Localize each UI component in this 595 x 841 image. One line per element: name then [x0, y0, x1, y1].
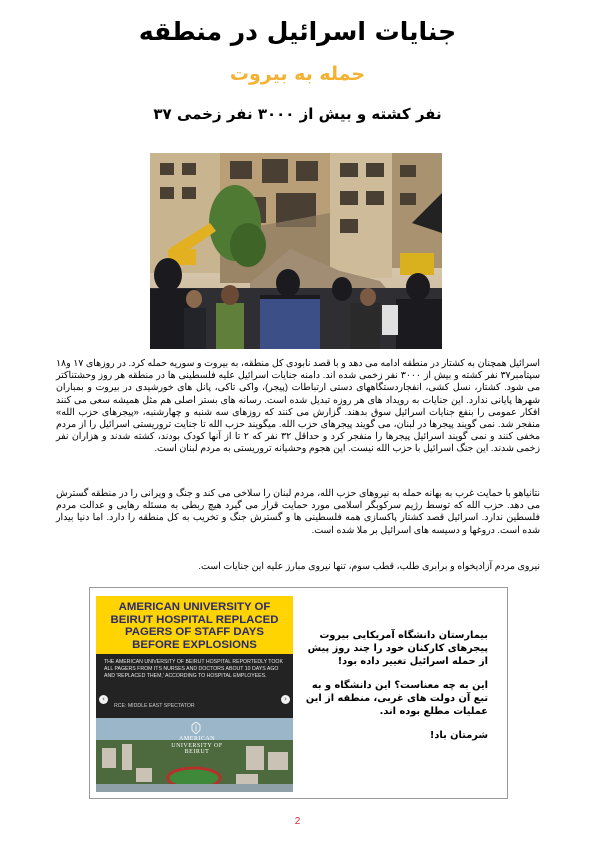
article-paragraph-2: نتانیاهو با حمایت غرب به بهانه حمله به نیروهای حزب الله، مردم لبنان را سلاخی می کند و جنگ و ویرانی را در منطقه گسترش می دهد. حزب الله که توسط رژیم سرکوبگر اسلامی مورد حمایت قرار می گیرد هیچ ربطی به مسئله رهایی و عدالت مردم فلسطین ندارد. اسرائیل قصد کشتار پاکسازی همه فلسطینی ها و گسترش جنگ و تخریب به کل منطقه را دارد. اما دنیا بیدار شده است. دروغها و دسیسه های اسرائیل بر ملا شده است. — [56, 487, 540, 535]
next-arrow-icon[interactable]: › — [281, 695, 290, 704]
article-paragraph-3: نیروی مردم آزادیخواه و برابری طلب، قطب سوم، تنها نیروی مبارز علیه این جنایات است. — [198, 560, 540, 571]
page-title: جنایات اسرائیل در منطقه — [138, 17, 457, 46]
news-graphic — [96, 596, 293, 792]
aub-logo-text: AMERICAN UNIVERSITY OF BEIRUT — [171, 736, 223, 755]
card-caption — [300, 629, 488, 753]
page-number: 2 — [294, 816, 301, 827]
aub-seal-icon — [191, 722, 201, 734]
beirut-destruction-photo — [150, 153, 442, 349]
caption-paragraph-1: بیمارستان دانشگاه آمریکایی بیروت پیجرهای کارکنان خود را چند روز پیش از حمله اسرائیل تغییر داده بود! — [307, 630, 488, 667]
caption-paragraph-2: این به چه معناست؟ این دانشگاه و به تبع آن دولت های غربی، منطقه از این عملیات مطلع بوده اند. — [305, 680, 488, 717]
graphic-source: RCE: MIDDLE EAST SPECTATOR — [96, 700, 293, 718]
article-paragraph-1: اسرائیل همچنان به کشتار در منطقه ادامه می دهد و با قصد نابودی کل منطقه، به بیروت و سوریه حمله کرد. در روزهای ۱۷ و۱۸ سپتامبر۳۷ نفر کشته و بیش از ۳۰۰۰ نفر زخمی شده اند. دامنه جنایات اسرائیل علیه فلسطینی ها در منطقه هر روز وحشتناکتر می شود. کشتار، نسل کشی، انفجاردستگاههای دستی ارتباطات (پیجر)، واکی تاکی، پانل های خورشیدی در بیروت و بمباران شهرها پایانی ندارد. این جنایات به رویداد های هر روزه تبدیل شده است. رسانه های بستر اصلی هم مثل همیشه سعی می کنند افکار عمومی را بنفع جنایات اسرائیل سوق بدهند. گزارش می کنند که روزهای سه شنبه و چهارشنبه، «پیجرهای حزب الله» منفجر شد. نمی گویند پیجرها در لبنان، می گویند پیجرهای حزب الله. میگویند حزب الله تا جنایت تروریستی اسرائیل را از مردم مخفی کنند و نمی گویند اسرائیل پیجرها را منفجر کرد و حداقل ۳۲ نفر که ۲ تا از آنها کودک بودند، کشته شدند و هزاران نفر زخمی شدند. این جنگ اسرائیل با حزب الله نیست. این هجوم وحشیانه تروریستی به مردم لبنان است. — [56, 357, 540, 454]
embedded-post-card — [89, 587, 508, 799]
casualty-headline: ۳۷ نفر کشته و بیش از ۳۰۰۰ نفر زخمی — [153, 105, 442, 123]
page-subtitle: حمله به بیروت — [229, 63, 366, 85]
caption-paragraph-3: شرمتان باد! — [429, 730, 488, 741]
previous-arrow-icon[interactable]: ‹ — [99, 695, 108, 704]
graphic-body-text: THE AMERICAN UNIVERSITY OF BEIRUT HOSPITAL REPORTEDLY TOOK ALL PAGERS FROM ITS NURSES AND DOCTORS ABOUT 10 DAYS AGO AND 'REPLACED THEM,' ACCORDING TO HOSPITAL EMPLOYEES. — [96, 654, 293, 700]
graphic-headline: AMERICAN UNIVERSITY OF BEIRUT HOSPITAL REPLACED PAGERS OF STAFF DAYS BEFORE EXPLOSIONS — [96, 596, 293, 654]
